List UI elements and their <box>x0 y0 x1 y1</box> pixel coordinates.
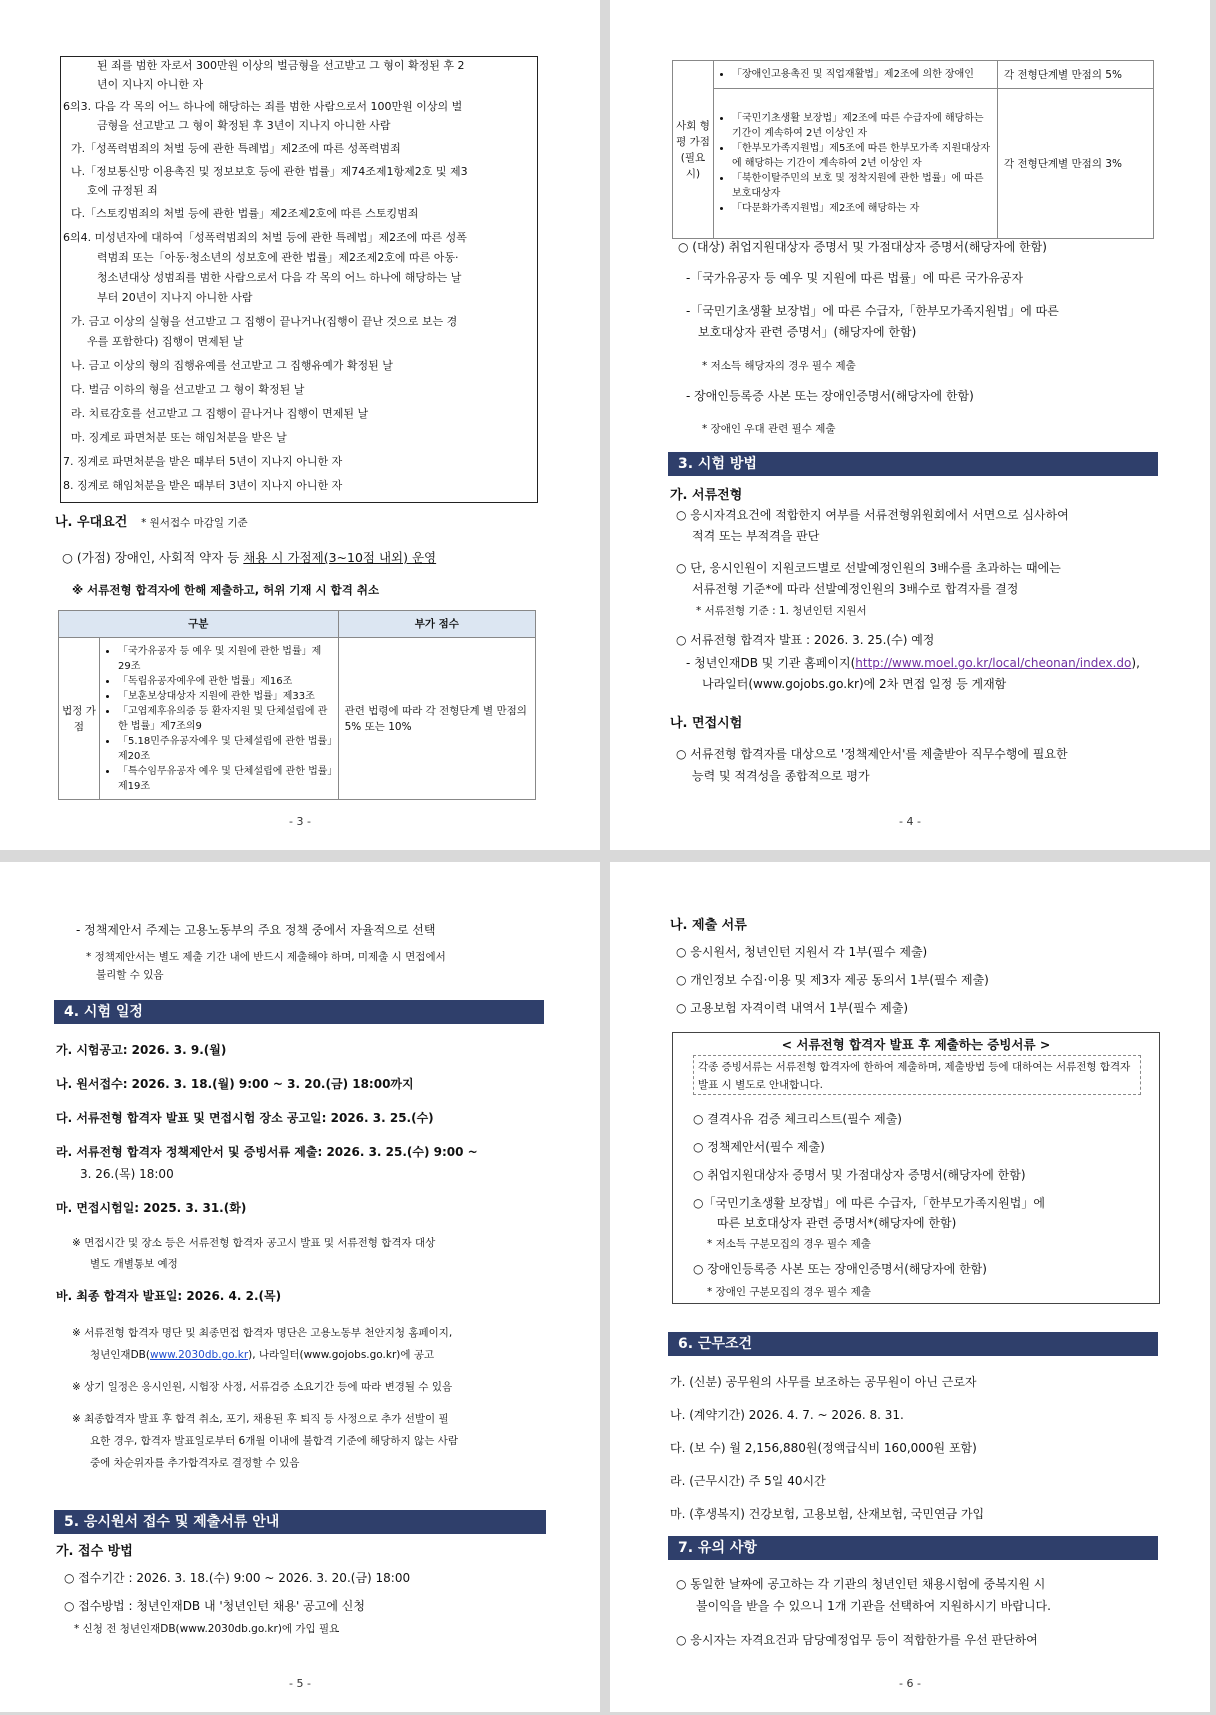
note-line: * 신청 전 청년인재DB(www.2030db.go.kr)에 가입 필요 <box>74 1623 340 1635</box>
social-bonus-table <box>672 60 1154 239</box>
page-6 <box>610 862 1210 1712</box>
page-3 <box>0 0 600 850</box>
note-text: 청년인재DB( <box>90 1349 150 1361</box>
doc-line: -「국민기초생활 보장법」에 따른 수급자,「한부모가족지원법」에 따른 <box>686 304 1059 318</box>
page-number: - 3 - <box>289 815 311 828</box>
exam-line: 적격 또는 부적격을 판단 <box>692 529 820 543</box>
score-cell: 관련 법령에 따라 각 전형단계 별 만점의 5% 또는 10% <box>338 638 535 800</box>
exam-line: ○ 서류전형 합격자 발표 : 2026. 3. 25.(수) 예정 <box>676 633 935 647</box>
schedule-line: 바. 최종 합격자 발표일: 2026. 4. 2.(목) <box>56 1289 282 1303</box>
legal-bonus-table <box>58 610 536 800</box>
bonus-line-text: ○ (가점) 장애인, 사회적 약자 등 <box>62 550 244 565</box>
evidence-line: 따른 보호대상자 관련 증명서*(해당자에 한함) <box>717 1216 957 1230</box>
law-list-cell <box>100 638 339 800</box>
page-number: - 5 - <box>289 1677 311 1690</box>
schedule-line: 3. 26.(목) 18:00 <box>80 1167 174 1181</box>
schedule-line: 다. 서류전형 합격자 발표 및 면접시험 장소 공고일: 2026. 3. 25.(수) <box>56 1111 434 1125</box>
evidence-line: ○ 정책제안서(필수 제출) <box>693 1140 825 1154</box>
work-line: 다. (보 수) 월 2,156,880원(정액급식비 160,000원 포함) <box>670 1441 977 1455</box>
box-line: 6의3. 다음 각 목의 어느 하나에 해당하는 죄를 범한 사람으로서 100만원 이상의 벌 <box>63 100 463 113</box>
law-item: • 「5.18민주유공자예우 및 단체설립에 관한 법률」제20조 <box>118 734 334 764</box>
row-label: 법정 가점 <box>59 638 100 800</box>
box-line: 가.「성폭력범죄의 처벌 등에 관한 특례법」제2조에 따른 성폭력범죄 <box>71 142 401 155</box>
row2-score: 각 전형단계별 만점의 3% <box>998 89 1154 239</box>
note-line: * 서류전형 기준 : 1. 청년인턴 지원서 <box>696 605 867 617</box>
frame-note: 각종 증빙서류는 서류전형 합격자에 한하여 제출하며, 제출방법 등에 대하여는 서류전형 합격자 발표 시 별도로 안내합니다. <box>693 1055 1141 1095</box>
box-line: 청소년대상 성범죄를 범한 사람으로서 다음 각 목의 어느 하나에 해당하는 날 <box>97 271 462 284</box>
box-line: 6의4. 미성년자에 대하여「성폭력범죄의 처벌 등에 관한 특례법」제2조에 따른 성폭 <box>63 231 467 244</box>
law-item: • 「국민기초생활 보장법」제2조에 따른 수급자에 해당하는 기간이 계속하여 2년 이상인 자 <box>732 111 993 141</box>
preference-heading <box>55 512 248 533</box>
caution-line: 불이익을 받을 수 있으니 1개 기관을 선택하여 지원하시기 바랍니다. <box>696 1599 1051 1613</box>
target-line: ○ (대상) 취업지원대상자 증명서 및 가점대상자 증명서(해당자에 한함) <box>678 240 1047 254</box>
section-bar: 7. 유의 사항 <box>668 1536 1158 1560</box>
exam-line <box>686 653 1140 674</box>
section-note: * 원서접수 마감일 기준 <box>141 517 248 529</box>
section-title: 나. 우대요건 <box>55 515 128 530</box>
section-bar: 3. 시험 방법 <box>668 452 1158 476</box>
doc-line: ○ 고용보험 자격이력 내역서 1부(필수 제출) <box>676 1001 909 1015</box>
box-line: 나.「정보통신망 이용촉진 및 정보보호 등에 관한 법률」제74조제1항제2호 및 제3 <box>71 165 468 178</box>
note-line: 별도 개별통보 예정 <box>90 1258 178 1270</box>
work-line: 마. (후생복지) 건강보험, 고용보험, 산재보험, 국민연금 가입 <box>670 1507 985 1521</box>
bonus-line <box>62 547 436 568</box>
box-line: 8. 징계로 해임처분을 받은 때부터 3년이 지나지 아니한 자 <box>63 479 343 492</box>
box-line: 마. 징계로 파면처분 또는 해임처분을 받은 날 <box>71 431 287 444</box>
box-line: 가. 금고 이상의 실형을 선고받고 그 집행이 끝나거나(집행이 끝난 것으로 보는 경 <box>71 315 458 328</box>
law-item: • 「장애인고용촉진 및 직업재활법」제2조에 의한 장애인 <box>732 67 993 82</box>
evidence-line: ○ 장애인등록증 사본 또는 장애인증명서(해당자에 한함) <box>693 1262 987 1276</box>
box-line: 다.「스토킹범죄의 처벌 등에 관한 법률」제2조제2호에 따른 스토킹범죄 <box>71 207 419 220</box>
note-line: ※ 면접시간 및 장소 등은 서류전형 합격자 공고시 발표 및 서류전형 합격자 대상 <box>72 1237 436 1249</box>
law-item: • 「특수임무유공자 예우 및 단체설립에 관한 법률」제19조 <box>118 764 334 794</box>
section-bar: 5. 응시원서 접수 및 제출서류 안내 <box>54 1510 546 1534</box>
box-line: 금형을 선고받고 그 형이 확정된 후 3년이 지나지 아니한 사람 <box>97 119 391 132</box>
doc-line: ○ 개인정보 수집·이용 및 제3자 제공 동의서 1부(필수 제출) <box>676 973 989 987</box>
caution-line: ○ 동일한 날짜에 공고하는 각 기관의 청년인턴 채용시험에 중복지원 시 <box>676 1577 1046 1591</box>
note-text: ), 나라일터(www.gojobs.go.kr)에 공고 <box>248 1349 435 1361</box>
note-line: 요한 경우, 합격자 발표일로부터 6개월 이내에 불합격 기준에 해당하지 않는 사람 <box>90 1435 458 1447</box>
note-line: ※ 최종합격자 발표 후 합격 취소, 포기, 채용된 후 퇴직 등 사정으로 추가 선발이 필 <box>72 1413 449 1425</box>
row1-list <box>718 67 993 82</box>
note-line <box>90 1346 434 1364</box>
exam-line: 나라일터(www.gojobs.go.kr)에 2차 면접 일정 등 게재함 <box>702 677 1007 691</box>
frame-title: < 서류전형 합격자 발표 후 제출하는 증빙서류 > <box>781 1037 1051 1052</box>
evidence-line: ○ 취업지원대상자 증명서 및 가점대상자 증명서(해당자에 한함) <box>693 1168 1026 1182</box>
schedule-line: 라. 서류전형 합격자 정책제안서 및 증빙서류 제출: 2026. 3. 25.(수) 9:00 ~ <box>56 1145 478 1159</box>
note-line: * 장애인 구분모집의 경우 필수 제출 <box>707 1286 871 1298</box>
box-line: 나. 금고 이상의 형의 집행유예를 선고받고 그 집행유예가 확정된 날 <box>71 359 393 372</box>
header-category: 구분 <box>59 611 339 638</box>
note-line: * 정책제안서는 별도 제출 기간 내에 반드시 제출해야 하며, 미제출 시 면접에서 <box>86 951 446 963</box>
text-line: - 정책제안서 주제는 고용노동부의 주요 정책 중에서 자율적으로 선택 <box>76 923 436 937</box>
note-line: 중에 차순위자를 추가합격자로 결정할 수 있음 <box>90 1457 300 1469</box>
doc-line: ○ 응시원서, 청년인턴 지원서 각 1부(필수 제출) <box>676 945 928 959</box>
note-line: 불리할 수 있음 <box>96 969 164 981</box>
bonus-line-underlined: 채용 시 가점제(3~10점 내외) 운영 <box>243 550 437 565</box>
work-line: 가. (신분) 공무원의 사무를 보조하는 공무원이 아닌 근로자 <box>670 1375 977 1389</box>
box-line: 호에 규정된 죄 <box>87 184 158 197</box>
apply-line: ○ 접수방법 : 청년인재DB 내 '청년인턴 채용' 공고에 신청 <box>64 1599 365 1613</box>
law-item: • 「한부모가족지원법」제5조에 따른 한부모가족 지원대상자에 해당하는 기간이 계속하여 2년 이상인 자 <box>732 141 993 171</box>
header-score: 부가 점수 <box>338 611 535 638</box>
section-bar: 6. 근무조건 <box>668 1332 1158 1356</box>
exam-line: 능력 및 적격성을 종합적으로 평가 <box>692 769 870 783</box>
note-line: ※ 상기 일정은 응시인원, 시험장 사정, 서류검증 소요기간 등에 따라 변경될 수 있음 <box>72 1381 453 1393</box>
doc-line: -「국가유공자 등 예우 및 지원에 따른 법률」에 따른 국가유공자 <box>686 271 1024 285</box>
box-line: 라. 치료감호를 선고받고 그 집행이 끝나거나 집행이 면제된 날 <box>71 407 369 420</box>
box-line: 년이 지나지 아니한 자 <box>97 78 204 91</box>
schedule-line: 마. 면접시험일: 2025. 3. 31.(화) <box>56 1201 247 1215</box>
exam-line: ○ 응시자격요건에 적합한지 여부를 서류전형위원회에서 서면으로 심사하여 <box>676 508 1069 522</box>
note-line: ※ 서류전형 합격자 명단 및 최종면접 합격자 명단은 고용노동부 천안지청 홈페이지, <box>72 1327 453 1339</box>
page-number: - 4 - <box>899 815 921 828</box>
exam-line-text: ), <box>1131 656 1140 670</box>
exam-line: ○ 단, 응시인원이 지원코드별로 선발예정인원의 3배수를 초과하는 때에는 <box>676 561 1061 575</box>
doc-line: 보호대상자 관련 증명서」(해당자에 한함) <box>698 325 917 339</box>
exam-line: 서류전형 기준*에 따라 선발예정인원의 3배수로 합격자를 결정 <box>692 582 1019 596</box>
box-line: 력범죄 또는「아동·청소년의 성보호에 관한 법률」제2조제2호에 따른 아동· <box>97 251 459 264</box>
law-item: • 「국가유공자 등 예우 및 지원에 관한 법률」제29조 <box>118 644 334 674</box>
work-line: 나. (계약기간) 2026. 4. 7. ~ 2026. 8. 31. <box>670 1408 904 1422</box>
box-line: 부터 20년이 지나지 아니한 사람 <box>97 291 253 304</box>
caution-line: ○ 응시자는 자격요건과 담당예정업무 등이 적합한가를 우선 판단하여 <box>676 1633 1038 1647</box>
exam-line: ○ 서류전형 합격자를 대상으로 '정책제안서'를 제출받아 직무수행에 필요한 <box>676 747 1068 761</box>
row1-score: 각 전형단계별 만점의 5% <box>998 61 1154 89</box>
law-item: • 「보훈보상대상자 지원에 관한 법률」제33조 <box>118 689 334 704</box>
note-line: * 장애인 우대 관련 필수 제출 <box>702 423 836 435</box>
row2-item-cell <box>714 89 998 239</box>
schedule-line: 가. 시험공고: 2026. 3. 9.(월) <box>56 1043 227 1057</box>
law-item: • 「독립유공자예우에 관한 법률」제16조 <box>118 674 334 689</box>
page-5 <box>0 862 600 1712</box>
evidence-docs-frame <box>672 1032 1160 1304</box>
row-label: 사회 형평 가점 (필요시) <box>673 61 714 239</box>
db-link[interactable]: www.2030db.go.kr <box>149 1349 249 1361</box>
law-item: • 「다문화가족지원법」제2조에 해당하는 자 <box>732 201 993 216</box>
subsection-title: 나. 면접시험 <box>670 716 743 731</box>
subsection-title: 가. 서류전형 <box>670 488 743 503</box>
subsection-title: 가. 접수 방법 <box>56 1544 133 1559</box>
exam-line-text: - 청년인재DB 및 기관 홈페이지( <box>686 656 856 670</box>
page-4 <box>610 0 1210 850</box>
submission-notice: ※ 서류전형 합격자에 한해 제출하고, 허위 기재 시 합격 취소 <box>72 583 380 597</box>
evidence-line: ○「국민기초생활 보장법」에 따른 수급자,「한부모가족지원법」에 <box>693 1196 1045 1210</box>
law-item: • 「고엽제후유의증 등 환자지원 및 단체설립에 관한 법률」제7조의9 <box>118 704 334 734</box>
law-list <box>104 644 334 794</box>
evidence-line: ○ 결격사유 검증 체크리스트(필수 제출) <box>693 1112 902 1126</box>
work-line: 라. (근무시간) 주 5일 40시간 <box>670 1474 826 1488</box>
apply-line: ○ 접수기간 : 2026. 3. 18.(수) 9:00 ~ 2026. 3. 20.(금) 18:00 <box>64 1571 411 1585</box>
box-line: 7. 징계로 파면처분을 받은 때부터 5년이 지나지 아니한 자 <box>63 455 343 468</box>
note-line: * 저소득 해당자의 경우 필수 제출 <box>702 360 856 372</box>
box-line: 다. 벌금 이하의 형을 선고받고 그 형이 확정된 날 <box>71 383 305 396</box>
section-bar: 4. 시험 일정 <box>54 1000 544 1024</box>
box-line: 우를 포함한다) 집행이 면제된 날 <box>87 335 244 348</box>
box-line: 된 죄를 범한 자로서 300만원 이상의 벌금형을 선고받고 그 형이 확정된 후 2 <box>97 59 465 72</box>
row1-item-cell <box>714 61 998 89</box>
subsection-title: 나. 제출 서류 <box>670 918 747 933</box>
homepage-link[interactable]: http://www.moel.go.kr/local/cheonan/index.do <box>855 656 1132 670</box>
doc-line: - 장애인등록증 사본 또는 장애인증명서(해당자에 한함) <box>686 389 974 403</box>
page-number: - 6 - <box>899 1677 921 1690</box>
schedule-line: 나. 원서접수: 2026. 3. 18.(월) 9:00 ~ 3. 20.(금) 18:00까지 <box>56 1077 414 1091</box>
disqualification-box <box>60 56 538 503</box>
row2-list <box>718 111 993 216</box>
law-item: • 「북한이탈주민의 보호 및 정착지원에 관한 법률」에 따른 보호대상자 <box>732 171 993 201</box>
note-line: * 저소득 구분모집의 경우 필수 제출 <box>707 1238 871 1250</box>
